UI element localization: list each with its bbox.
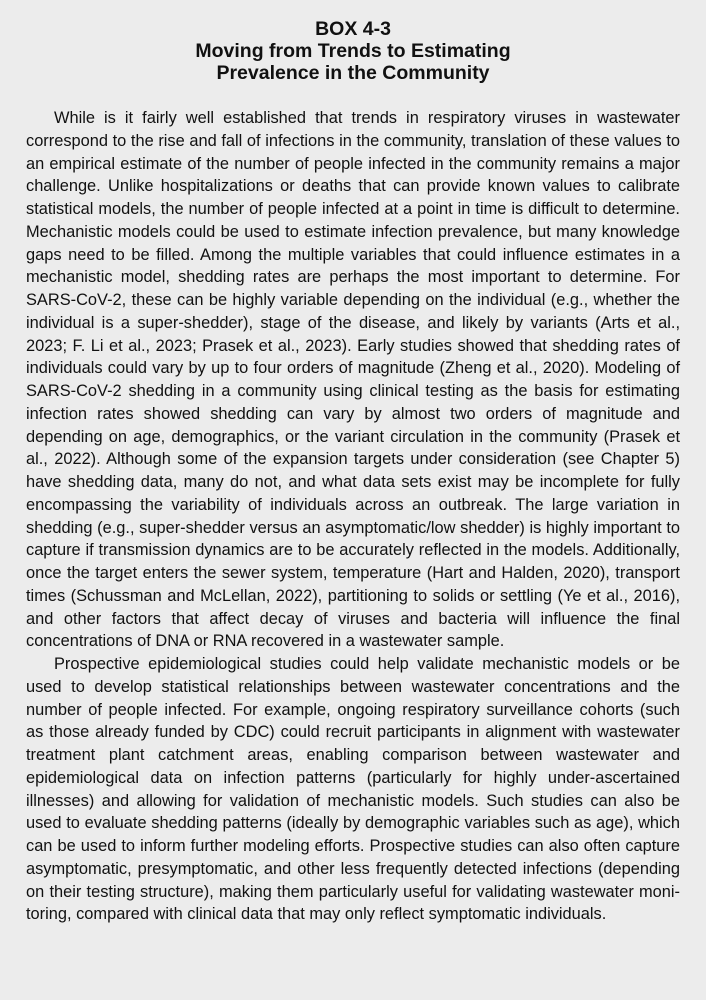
box-header	[26, 18, 680, 84]
body-paragraph-2: Prospective epidemiological studies could help validate mechanistic models or be used to develop statistical relationships between wastewater concentrations and the number of people infected. For example, ongoing respiratory surveillance cohorts (such as those already funded by CDC) could recruit participants in alignment with wastewater treatment plant catchment areas, enabling comparison between wastewater and epidemiological data on infection patterns (particularly for highly under-ascertained illnesses) and allowing for validation of mechanistic models. Such studies can also be used to evaluate shedding patterns (ideally by demographic variables such as age), which can be used to inform further modeling efforts. Prospective studies can also often capture asymptomatic, presymptomatic, and other less frequently detected infections (depending on their testing structure), making them particularly useful for validating wastewater monitoring, compared with clinical data that may only reflect symptomatic individuals.	[26, 655, 680, 924]
box-title-line-1: Moving from Trends to Estimating	[195, 40, 511, 62]
box-label: BOX 4-3	[315, 18, 391, 40]
box-title-line-2: Prevalence in the Community	[216, 62, 490, 84]
body-paragraph-1: While is it fairly well established that trends in respiratory viruses in wastewater correspond to the rise and fall of infections in the community, translation of these values to an empirical estimate of the number of people infected in the community remains a major challenge. Unlike hospitalizations or deaths that can provide known values to calibrate statistical models, the number of people infected at a point in time is difficult to determine. Mechanistic models could be used to estimate infection prevalence, but many knowledge gaps need to be filled. Among the multiple variables that could influence estimates in a mechanistic model, shedding rates are perhaps the most important to determine. For SARS-CoV-2, these can be highly variable depending on the individual (e.g., whether the individual is a super-shedder), stage of the disease, and likely by variants (Arts et al., 2023; F. Li et al., 2023; Prasek et al., 2023). Early studies showed that shedding rates of individuals could vary by up to four orders of magnitude (Zheng et al., 2020). Modeling of SARS-CoV-2 shedding in a community using clinical testing as the basis for estimating infection rates showed shedding can vary by almost two orders of magnitude and depending on age, demographics, or the variant circulation in the community (Prasek et al., 2022). Although some of the expansion targets under consideration (see Chapter 5) have shedding data, many do not, and what data sets exist may be incomplete for fully encompassing the variability of individuals across an outbreak. The large variation in shedding (e.g., super-shedder versus an asymptomatic/low shedder) is highly important to capture if transmission dynamics are to be accurately reflected in the models. Additionally, once the target enters the sewer system, temperature (Hart and Halden, 2020), transport times (Schussman and McLellan, 2022), partitioning to solids or settling (Ye et al., 2016), and other factors that affect decay of viruses and bacteria will influence the final concentrations of DNA or RNA recovered in a wastewater sample.	[26, 109, 680, 651]
